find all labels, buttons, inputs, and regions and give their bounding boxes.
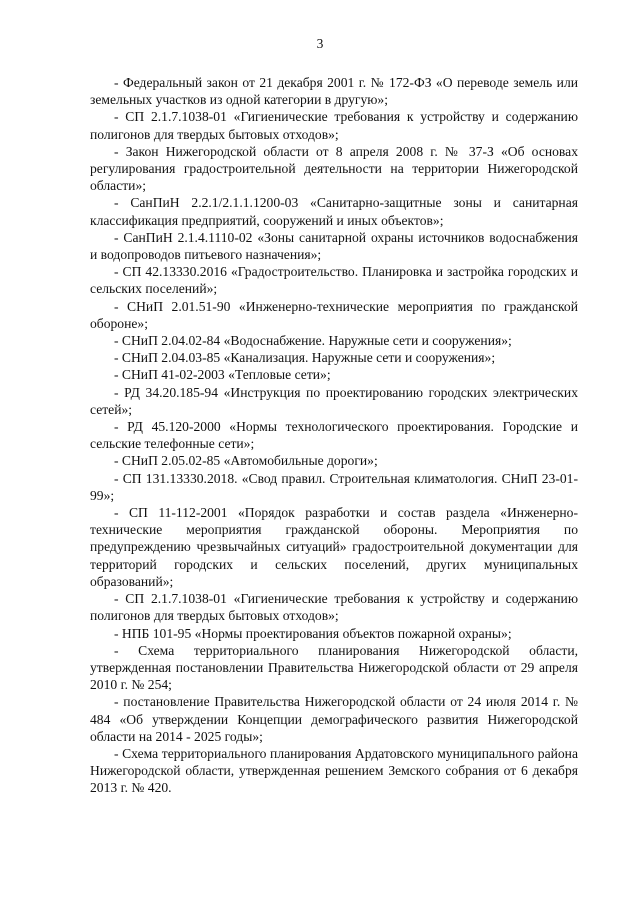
list-item: - СНиП 2.01.51-90 «Инженерно-технические мероприятия по гражданской обороне»;	[90, 298, 578, 331]
list-item: - СНиП 2.04.03-85 «Канализация. Наружные сети и сооружения»;	[114, 350, 496, 366]
list-item: - Схема территориального планирования Нижегородской области, утвержденная постановлении Правительства Нижегородской области от 29 апреля 2010 г. № 254;	[90, 642, 578, 693]
document-body	[90, 74, 578, 797]
list-item: - Схема территориального планирования Ардатовского муниципального района Нижегородской области, утвержденная решением Земского собрания от 6 декабря 2013 г. № 420.	[90, 745, 578, 796]
list-item: - постановление Правительства Нижегородской области от 24 июля 2014 г. № 484 «Об утверждении Концепции демографического развития Нижегородской области на 2014 - 2025 годы»;	[90, 694, 578, 744]
list-item: - СП 11-112-2001 «Порядок разработки и состав раздела «Инженерно-технические мероприятия гражданской обороны. Мероприятия по предупреждению чрезвычайных ситуаций» градостроительной документации для территорий городских и сельских поселений, других муниципальных образований»;	[90, 505, 578, 589]
list-item: - СП 2.1.7.1038-01 «Гигиенические требования к устройству и содержанию полигонов для твердых бытовых отходов»;	[90, 109, 578, 142]
list-item: - НПБ 101-95 «Нормы проектирования объектов пожарной охраны»;	[114, 625, 512, 641]
list-item: - Федеральный закон от 21 декабря 2001 г. № 172-ФЗ «О переводе земель или земельных участков из одной категории в другую»;	[90, 75, 578, 108]
list-item: - СП 131.13330.2018. «Свод правил. Строительная климатология. СНиП 23-01-99»;	[90, 470, 578, 503]
list-item: - Закон Нижегородской области от 8 апреля 2008 г. № 37-З «Об основах регулирования градостроительной деятельности на территории Нижегородской области»;	[90, 143, 578, 194]
list-item: - РД 45.120-2000 «Нормы технологического проектирования. Городские и сельские телефонные сети»;	[90, 419, 578, 452]
list-item: - СНиП 2.04.02-84 «Водоснабжение. Наружные сети и сооружения»;	[114, 333, 512, 349]
list-item: - СанПиН 2.1.4.1110-02 «Зоны санитарной охраны источников водоснабжения и водопроводов питьевого назначения»;	[90, 229, 578, 263]
list-item: - РД 34.20.185-94 «Инструкция по проектированию городских электрических сетей»;	[90, 384, 578, 417]
list-item: - СНиП 2.05.02-85 «Автомобильные дороги»;	[114, 453, 378, 469]
list-item: - СП 42.13330.2016 «Градостроительство. Планировка и застройка городских и сельских поселений»;	[90, 264, 578, 297]
list-item: - СНиП 41-02-2003 «Тепловые сети»;	[114, 367, 331, 383]
list-item: - СП 2.1.7.1038-01 «Гигиенические требования к устройству и содержанию полигонов для твердых бытовых отходов»;	[90, 591, 578, 624]
list-item: - СанПиН 2.2.1/2.1.1.1200-03 «Санитарно-защитные зоны и санитарная классификация предприятий, сооружений и иных объектов»;	[90, 195, 578, 228]
page-number: 3	[316, 36, 324, 51]
